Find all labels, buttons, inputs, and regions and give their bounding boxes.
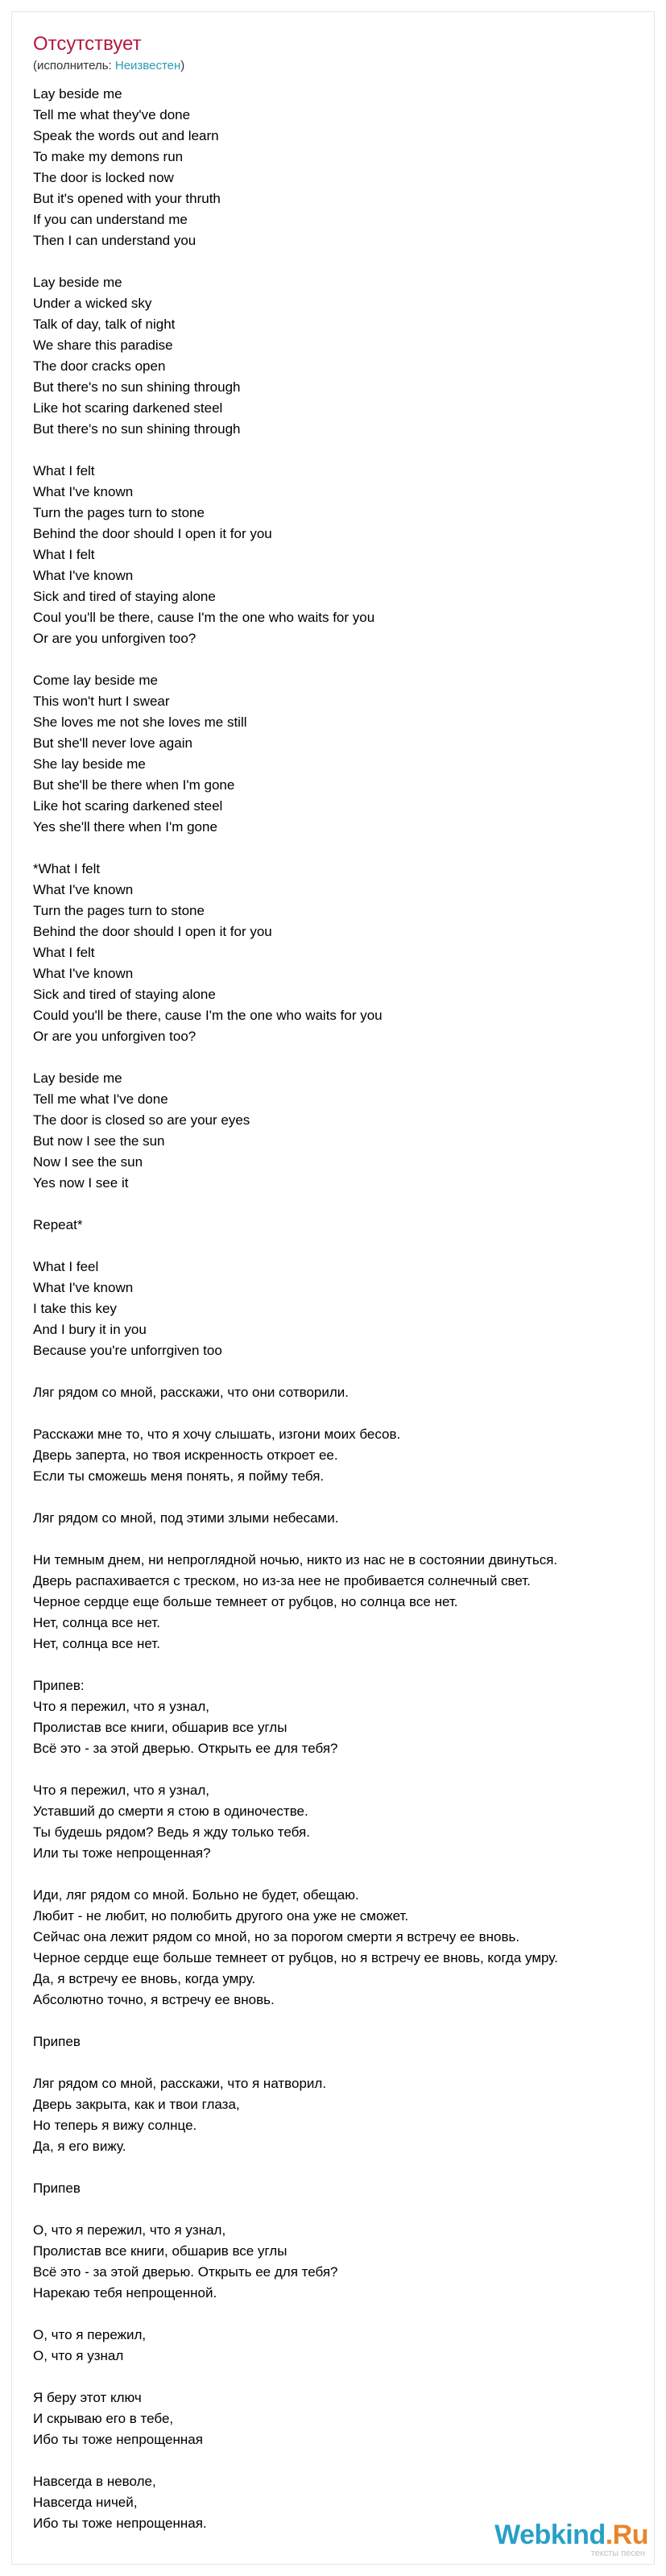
artist-suffix: ) (180, 59, 185, 72)
lyric-line: Ты будешь рядом? Ведь я жду только тебя. (33, 1824, 310, 1840)
lyric-line: Turn the pages turn to stone (33, 505, 205, 520)
lyric-line (33, 2367, 653, 2388)
lyric-line: We share this paradise (33, 338, 173, 353)
lyric-line: Now I see the sun (33, 1154, 143, 1170)
lyric-line: Or are you unforgiven too? (33, 1029, 196, 1044)
lyric-line: The door is closed so are your eyes (33, 1112, 250, 1128)
lyric-line: Дверь распахивается с треском, но из-за нее не пробивается солнечный свет. (33, 1573, 531, 1588)
lyric-line: Иди, ляг рядом со мной. Больно не будет, обещаю. (33, 1887, 359, 1903)
lyric-line: Абсолютно точно, я встречу ее вновь. (33, 1992, 275, 2007)
lyric-line: Пролистав все книги, обшарив все углы (33, 1720, 287, 1735)
lyric-line: Talk of day, talk of night (33, 317, 176, 332)
lyric-line: Or are you unforgiven too? (33, 631, 196, 646)
lyric-line (33, 2199, 653, 2220)
lyric-line: Черное сердце еще больше темнеет от рубцов, но солнца все нет. (33, 1594, 458, 1609)
lyric-line: But it's opened with your thruth (33, 191, 221, 206)
lyric-line (33, 2157, 653, 2178)
lyric-line: Нет, солнца все нет. (33, 1636, 160, 1651)
lyric-line (33, 2450, 653, 2471)
lyric-line (33, 1236, 653, 1257)
lyric-line: Пролистав все книги, обшарив все углы (33, 2243, 287, 2259)
lyric-line: Come lay beside me (33, 673, 158, 688)
lyric-line (33, 2011, 653, 2031)
lyric-line: Under a wicked sky (33, 296, 152, 311)
lyric-line: Yes now I see it (33, 1175, 129, 1191)
lyric-line: Или ты тоже непрощенная? (33, 1845, 211, 1861)
lyric-line (33, 2052, 653, 2073)
lyric-line: Припев: (33, 1678, 85, 1693)
lyric-line: Like hot scaring darkened steel (33, 400, 223, 416)
lyric-line: And I bury it in you (33, 1322, 147, 1337)
brand-tld: .Ru (605, 2520, 648, 2550)
lyric-line: What I feel (33, 1259, 99, 1274)
lyric-line: Что я пережил, что я узнал, (33, 1699, 209, 1714)
lyric-line: И скрываю его в тебе, (33, 2411, 174, 2426)
artist-prefix: (исполнитель: (33, 59, 115, 72)
lyric-line: Уставший до смерти я стою в одиночестве. (33, 1804, 308, 1819)
brand-tagline: тексты песен (590, 2549, 645, 2558)
lyric-line: Then I can understand you (33, 233, 196, 248)
lyric-line: What I've known (33, 568, 134, 583)
lyric-line: Припев (33, 2034, 81, 2049)
lyric-line: What I felt (33, 547, 95, 562)
lyric-line: Behind the door should I open it for you (33, 924, 272, 939)
lyric-line: Ни темным днем, ни непроглядной ночью, никто из нас не в состоянии двинуться. (33, 1552, 558, 1568)
lyric-line: Repeat* (33, 1217, 83, 1232)
lyric-line: Что я пережил, что я узнал, (33, 1783, 209, 1798)
lyric-line: Because you're unforrgiven too (33, 1343, 222, 1358)
lyric-line: Если ты сможешь меня понять, я пойму тебя. (33, 1468, 325, 1484)
lyric-line (33, 1194, 653, 1215)
lyric-line: Дверь заперта, но твоя искренность откроет ее. (33, 1447, 338, 1463)
lyric-line (33, 838, 653, 859)
lyric-line: The door cracks open (33, 358, 166, 374)
lyric-line: What I felt (33, 945, 95, 960)
brand-wordmark (494, 2521, 648, 2549)
lyric-line (33, 1655, 653, 1675)
lyric-line: *What I felt (33, 861, 101, 876)
lyric-line: Всё это - за этой дверью. Открыть ее для тебя? (33, 2264, 338, 2280)
lyric-line: But she'll be there when I'm gone (33, 777, 235, 793)
lyric-line: Sick and tired of staying alone (33, 589, 216, 604)
lyric-line (33, 1864, 653, 1885)
lyric-line: What I've known (33, 882, 134, 897)
lyric-line (33, 251, 653, 272)
lyric-line: Ибо ты тоже непрощенная. (33, 2516, 207, 2531)
lyric-line: Lay beside me (33, 86, 122, 101)
lyric-line: О, что я пережил, что я узнал, (33, 2222, 226, 2238)
artist-line (33, 58, 184, 74)
lyric-line: What I've known (33, 1280, 134, 1295)
lyric-line: Любит - не любит, но полюбить другого она уже не сможет. (33, 1908, 409, 1924)
lyric-line: But now I see the sun (33, 1133, 165, 1149)
lyric-line: Ляг рядом со мной, расскажи, что они сотворили. (33, 1385, 350, 1400)
lyrics-body (33, 84, 653, 2534)
lyric-line: Coul you'll be there, cause I'm the one who waits for you (33, 610, 375, 625)
lyric-line: Turn the pages turn to stone (33, 903, 205, 918)
site-logo[interactable] (494, 2521, 648, 2558)
lyric-line: О, что я узнал (33, 2348, 124, 2363)
lyric-line: Да, я встречу ее вновь, когда умру. (33, 1971, 256, 1986)
lyric-line: Speak the words out and learn (33, 128, 219, 143)
lyric-line: Да, я его вижу. (33, 2139, 126, 2154)
brand-name: Webkind (494, 2520, 606, 2550)
lyric-line: Но теперь я вижу солнце. (33, 2118, 197, 2133)
lyric-line: Lay beside me (33, 275, 122, 290)
lyric-line (33, 1403, 653, 1424)
lyric-line: Lay beside me (33, 1071, 122, 1086)
lyric-line (33, 2304, 653, 2325)
lyric-line: Ибо ты тоже непрощенная (33, 2432, 203, 2447)
lyric-line: The door is locked now (33, 170, 174, 185)
artist-link[interactable]: Неизвестен (114, 59, 181, 72)
lyric-line: Нет, солнца все нет. (33, 1615, 160, 1630)
lyric-line: Ляг рядом со мной, расскажи, что я натворил. (33, 2076, 327, 2091)
lyric-line: Всё это - за этой дверью. Открыть ее для тебя? (33, 1741, 338, 1756)
lyric-line: I take this key (33, 1301, 117, 1316)
lyric-line: Ляг рядом со мной, под этими злыми небесами. (33, 1510, 339, 1526)
lyric-line: Нарекаю тебя непрощенной. (33, 2285, 217, 2301)
lyric-line: What I've known (33, 966, 134, 981)
lyric-line: Tell me what I've done (33, 1091, 168, 1107)
lyric-line: To make my demons run (33, 149, 184, 164)
lyric-line: Дверь закрыта, как и твои глаза, (33, 2097, 240, 2112)
lyric-line: Черное сердце еще больше темнеет от рубцов, но я встречу ее вновь, когда умру. (33, 1950, 558, 1965)
lyric-line: But there's no sun shining through (33, 421, 241, 437)
lyric-line: She loves me not she loves me still (33, 714, 247, 730)
lyric-line: What I felt (33, 463, 95, 478)
lyric-line (33, 440, 653, 461)
lyric-line: But there's no sun shining through (33, 379, 241, 395)
lyric-line: Припев (33, 2180, 81, 2196)
lyric-line: Навсегда в неволе, (33, 2474, 156, 2489)
lyric-line: Навсегда ничей, (33, 2495, 138, 2510)
lyric-line (33, 1047, 653, 1068)
lyric-line: But she'll never love again (33, 735, 192, 751)
lyric-line: Sick and tired of staying alone (33, 987, 216, 1002)
lyric-line: If you can understand me (33, 212, 188, 227)
lyric-line: Сейчас она лежит рядом со мной, но за порогом смерти я встречу ее вновь. (33, 1929, 520, 1944)
lyric-line: Behind the door should I open it for you (33, 526, 272, 541)
lyric-line: Could you'll be there, cause I'm the one who waits for you (33, 1008, 383, 1023)
lyric-line: Like hot scaring darkened steel (33, 798, 223, 814)
lyric-line (33, 649, 653, 670)
lyric-line: She lay beside me (33, 756, 146, 772)
lyric-line: What I've known (33, 484, 134, 499)
lyric-line (33, 1529, 653, 1550)
lyric-line (33, 1759, 653, 1780)
lyric-line: О, что я пережил, (33, 2327, 147, 2342)
lyric-line: Yes she'll there when I'm gone (33, 819, 217, 835)
lyric-line: This won't hurt I swear (33, 694, 170, 709)
lyric-line (33, 1487, 653, 1508)
lyric-line: Расскажи мне то, что я хочу слышать, изгони моих бесов. (33, 1427, 401, 1442)
lyric-line: Tell me what they've done (33, 107, 191, 122)
lyric-line (33, 1361, 653, 1382)
song-title: Отсутствует (33, 33, 142, 55)
lyric-line: Я беру этот ключ (33, 2390, 142, 2405)
